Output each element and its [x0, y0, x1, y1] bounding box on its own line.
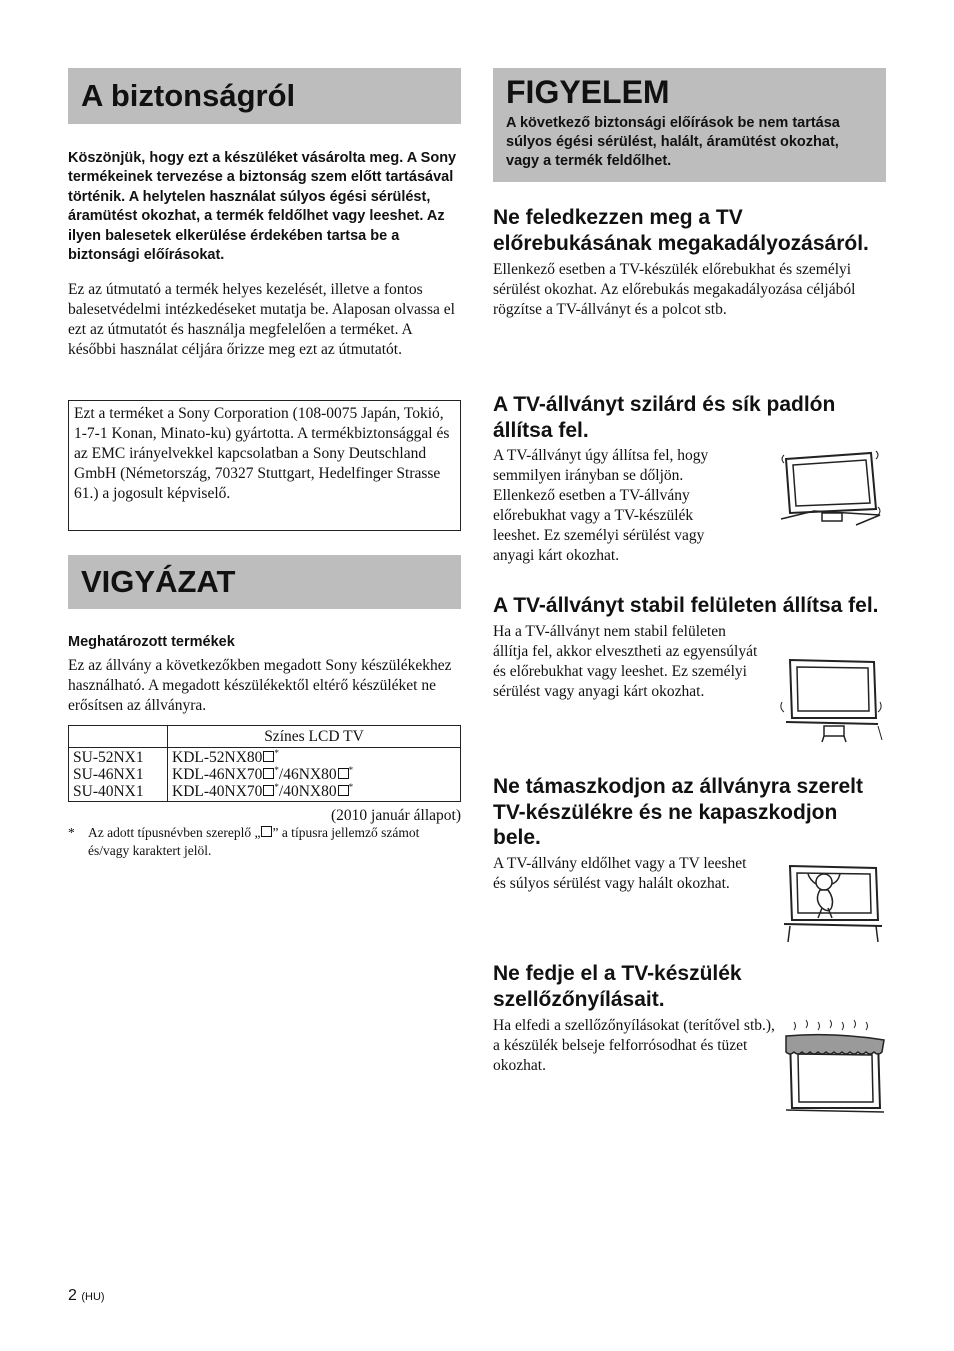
- intro-bold-text: Köszönjük, hogy ezt a készüléket vásárolta meg. A Sony termékeinek tervezése a biztonság szem előtt tartásával történik. A helytelen használat súlyos égési sérülést, áramütést okozhat, a termék feldőlhet vagy leeshet. Az ilyen balesetek elkerülése érdekében tartsa be a biztonsági előírásokat.: [68, 150, 457, 264]
- table-header-row: [69, 726, 461, 748]
- table-header: Színes LCD TV: [168, 726, 461, 748]
- left-column: [68, 68, 461, 360]
- unstable-stand-illustration: [778, 652, 886, 744]
- language-code: (HU): [81, 1291, 105, 1303]
- defined-products: [68, 634, 461, 716]
- figyelem-title-bar: [493, 68, 886, 182]
- section-text: Ellenkező esetben a TV-készülék előrebukhat és személyi sérülést okozhat. Az előrebukás megakadályozása céljából rögzítse a TV-állványt és a polcot stb.: [493, 261, 856, 318]
- figyelem-subtitle: A következő biztonsági előírások be nem tartása súlyos égési sérülést, halált, áramütést okozhat, vagy a termék feldőlhet.: [506, 115, 840, 169]
- section-text: Ha elfedi a szellőzőnyílásokat (terítővel stb.), a készülék belseje felforrósodhat és tüzet okozhat.: [493, 1017, 775, 1074]
- manufacturer-text: Ezt a terméket a Sony Corporation (108-0075 Japán, Tokió, 1-7-1 Konan, Minato-ku) gyártotta. A termékbiztonsággal és az EMC irányelvekkel kapcsolatban a Sony Deutschland GmbH (Németország, 70327 Stuttgart, Hedelfinger Strasse 61.) a jogosult képviselő.: [74, 405, 450, 502]
- page-number: 2: [68, 1287, 77, 1304]
- figyelem-title: FIGYELEM: [506, 74, 670, 110]
- placeholder-box-icon: [263, 751, 274, 762]
- section-heading: Ne feledkezzen meg a TV előrebukásának megakadályozásáról.: [493, 206, 869, 255]
- defined-products-heading: Meghatározott termékek: [68, 634, 235, 650]
- vigyazat-title: VIGYÁZAT: [81, 564, 236, 599]
- placeholder-box-icon: [338, 785, 349, 796]
- section-heading: Ne támaszkodjon az állványra szerelt TV-készülékre és ne kapaszkodjon bele.: [493, 775, 863, 849]
- defined-products-text: Ez az állvány a következőkben megadott Sony készülékekhez használható. A megadott készülékektől eltérő készüléket ne erősítsen az állványra.: [68, 657, 452, 714]
- footnote-mark: *: [68, 825, 75, 840]
- stand-model: SU-52NX1: [73, 749, 144, 766]
- footnote: * Az adott típusnévben szereplő „ ” a típusra jellemző számot és/vagy karaktert jelöl.: [68, 825, 420, 858]
- vigyazat-title-bar: [68, 555, 461, 609]
- intro-text: Ez az útmutató a termék helyes kezelését, illetve a fontos balesetvédelmi intézkedéseket mutatja be. Alaposan olvassa el ezt az útmutatót és használja megfelelően a terméket. A későbbi használat céljára őrizze meg ezt az útmutatót.: [68, 281, 455, 359]
- page-footer: [68, 1287, 105, 1305]
- placeholder-box-icon: [263, 768, 274, 779]
- right-column: [493, 68, 886, 182]
- tv-model-line: KDL-40NX70 */40NX80 *: [172, 781, 354, 800]
- section-text: A TV-állványt úgy állítsa fel, hogy semmilyen irányban se dőljön. Ellenkező esetben a TV-állvány előrebukhat vagy a TV-készülék leeshet. Ez személyi sérülést vagy anyagi kárt okozhat.: [493, 447, 709, 564]
- section-title-bar: [68, 68, 461, 124]
- section-text: A TV-állvány eldőlhet vagy a TV leeshet és súlyos sérülést vagy halált okozhat.: [493, 854, 747, 892]
- section-text: Ha a TV-állványt nem stabil felületen állítja fel, akkor elvesztheti az egyensúlyát és előrebukhat vagy leeshet. Ez személyi sérülést vagy anyagi kárt okozhat.: [493, 622, 758, 700]
- safety-section: [493, 205, 886, 320]
- placeholder-box-icon: [263, 785, 274, 796]
- tilting-tv-illustration: [776, 447, 886, 527]
- covered-vent-illustration: [780, 1018, 886, 1114]
- table-row: [69, 748, 461, 802]
- stand-models: [69, 748, 168, 802]
- section-heading: A TV-állványt stabil felületen állítsa fel.: [493, 594, 879, 617]
- section-heading: A TV-állványt szilárd és sík padlón állítsa fel.: [493, 393, 836, 442]
- section-title: A biztonságról: [81, 78, 296, 113]
- climbing-child-illustration: [780, 860, 886, 948]
- compatibility-table: [68, 725, 461, 802]
- tv-model-line: KDL-52NX80 *: [172, 747, 279, 766]
- stand-model: SU-40NX1: [73, 783, 144, 800]
- tv-models: [168, 748, 461, 802]
- placeholder-box-icon: [261, 826, 272, 837]
- manufacturer-box: [68, 400, 461, 531]
- table-status: (2010 január állapot): [331, 807, 461, 824]
- section-heading: Ne fedje el a TV-készülék szellőzőnyílásait.: [493, 962, 742, 1011]
- tv-model-line: KDL-46NX70 */46NX80 *: [172, 764, 354, 783]
- placeholder-box-icon: [338, 768, 349, 779]
- stand-model: SU-46NX1: [73, 766, 144, 783]
